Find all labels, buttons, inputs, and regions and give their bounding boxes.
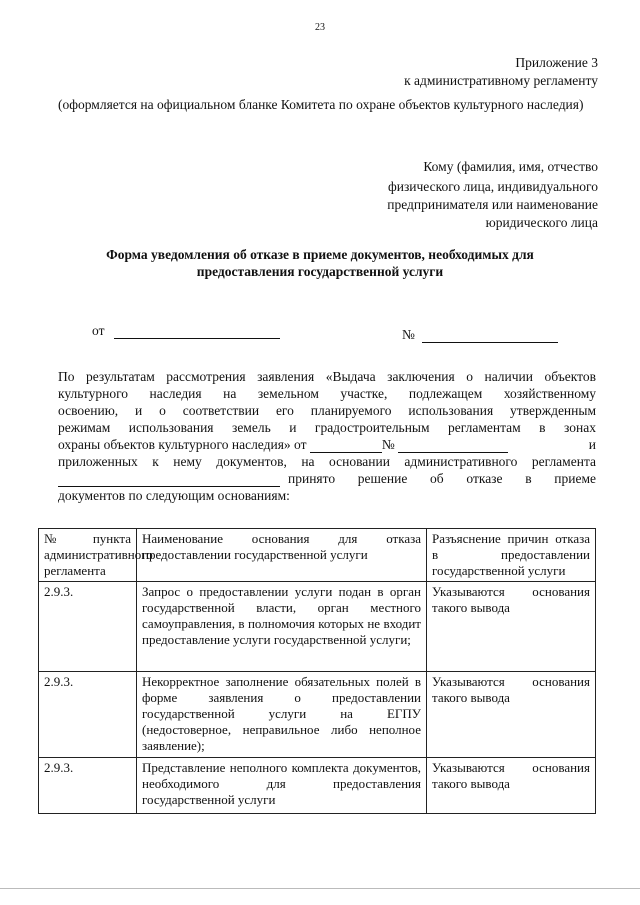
table-row	[39, 672, 596, 758]
header-explanation: Разъяснение причин отказа в предоставлении государственной услуги	[427, 529, 596, 582]
body-line: приложенных к нему документов, на основании административного регламента	[58, 454, 596, 469]
row-reason: Некорректное заполнение обязательных полей в форме заявления о предоставлении государственной услуги на ЕГПУ (недостоверное, неправильное либо неполное заявление);	[137, 672, 427, 758]
number-field	[402, 326, 558, 343]
page-number: 23	[315, 22, 325, 33]
body-line-with-blank: принято решение об отказе в приеме	[58, 470, 596, 487]
scan-edge-rule	[0, 888, 640, 889]
date-blank-line	[114, 338, 280, 339]
appendix-line-1: Приложение 3	[515, 55, 598, 70]
appendix-line-2: к административному регламенту	[404, 73, 598, 88]
date-field	[92, 322, 280, 339]
row-reason: Запрос о предоставлении услуги подан в орган государственной власти, орган местного самоуправления, в полномочия которых не входит предоставление услуги государственной услуги;	[137, 582, 427, 672]
body-line: документов по следующим основаниям:	[58, 488, 290, 503]
row-point: 2.9.3.	[39, 672, 137, 758]
body-line: культурного наследия на земельном участке, подлежащем хозяйственному	[58, 386, 596, 401]
form-title-line-2: предоставления государственной услуги	[196, 264, 444, 279]
body-paragraph	[58, 368, 596, 504]
blank-note: (оформляется на официальном бланке Комитета по охране объектов культурного наследия)	[58, 97, 584, 112]
number-label: №	[402, 327, 415, 342]
date-label: от	[92, 323, 105, 338]
recipient-line-4: юридического лица	[485, 215, 598, 230]
recipient-line-3: предпринимателя или наименование	[387, 197, 598, 212]
row-explanation: Указываются основания такого вывода	[427, 672, 596, 758]
row-reason: Представление неполного комплекта документов, необходимого для предоставления государственной услуги	[137, 758, 427, 814]
number-blank-line	[422, 342, 558, 343]
row-point: 2.9.3.	[39, 758, 137, 814]
header-reason: Наименование основания для отказа предоставлении государственной услуги	[137, 529, 427, 582]
row-point: 2.9.3.	[39, 582, 137, 672]
table-row	[39, 758, 596, 814]
recipient-line-2: физического лица, индивидуального	[387, 179, 598, 194]
table-header-row	[39, 529, 596, 582]
header-point: № пункта административного регламента	[39, 529, 137, 582]
table-row	[39, 582, 596, 672]
row-explanation: Указываются основания такого вывода	[427, 758, 596, 814]
form-title-line-1: Форма уведомления об отказе в приеме документов, необходимых для	[106, 247, 534, 262]
grounds-table	[38, 528, 596, 814]
body-line-with-blanks: охраны объектов культурного наследия» от № и	[58, 437, 596, 452]
body-line: освоению, и о соответствии его планируемого использования утвержденным	[58, 403, 596, 418]
recipient-line-1: Кому (фамилия, имя, отчество	[423, 159, 598, 174]
body-line: По результатам рассмотрения заявления «Выдача заключения о наличии объектов	[58, 369, 596, 384]
row-explanation: Указываются основания такого вывода	[427, 582, 596, 672]
body-line: режимам использования земель и градостроительным регламентам в зонах	[58, 420, 596, 435]
regulation-blank	[58, 470, 280, 487]
